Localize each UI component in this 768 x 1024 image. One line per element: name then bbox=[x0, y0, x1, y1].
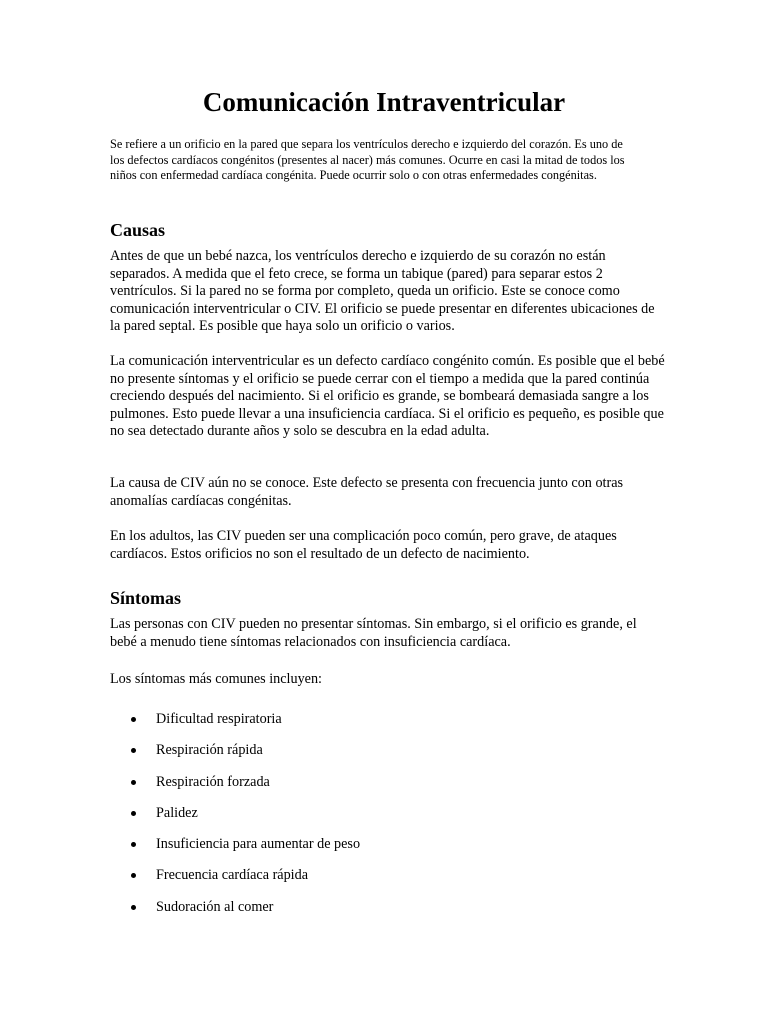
list-item-text: Frecuencia cardíaca rápida bbox=[156, 867, 309, 884]
bullet-icon bbox=[131, 811, 136, 816]
sintomas-heading: Síntomas bbox=[110, 588, 182, 608]
list-item bbox=[0, 741, 768, 772]
list-item-text: Insuficiencia para aumentar de peso bbox=[156, 836, 361, 853]
list-item-text: Palidez bbox=[156, 804, 198, 821]
list-item bbox=[0, 710, 768, 741]
page-title: Comunicación Intraventricular bbox=[202, 87, 566, 117]
bullet-icon bbox=[131, 905, 136, 910]
causas-paragraph-3: La causa de CIV aún no se conoce. Este defecto se presenta con frecuencia junto con otras anomalías cardíacas congénitas. bbox=[110, 475, 624, 509]
bullet-icon bbox=[131, 748, 136, 753]
causas-paragraph-2: La comunicación interventricular es un defecto cardíaco congénito común. Es posible que el bebé no presente síntomas y el orificio se puede cerrar con el tiempo a medida que la pared continúa creciendo después del nacimiento. Si el orificio es grande, se bombeará demasiada sangre a los pulmones. Esto puede llevar a una insuficiencia cardíaca. Si el orificio es pequeño, es posible que no sea detectado durante años y solo se descubra en la edad adulta. bbox=[110, 353, 665, 440]
list-item-text: Respiración forzada bbox=[156, 773, 270, 790]
list-item bbox=[0, 866, 768, 897]
list-item-text: Dificultad respiratoria bbox=[156, 711, 282, 727]
list-item bbox=[0, 804, 768, 835]
bullet-icon bbox=[131, 842, 136, 847]
symptom-list bbox=[0, 710, 768, 929]
list-item bbox=[0, 898, 768, 929]
list-item-text: Respiración rápida bbox=[156, 742, 263, 759]
causas-heading: Causas bbox=[110, 220, 166, 240]
causas-paragraph-1: Antes de que un bebé nazca, los ventrículos derecho e izquierdo de su corazón no están separados. A medida que el feto crece, se forma un tabique (pared) para separar estos 2 ventrículos. Si la pared no se forma por completo, queda un orificio. Este se conoce como comunicación interventricular o CIV. El orificio se puede presentar en diferentes ubicaciones de la pared septal. Es posible que haya solo un orificio o varios. bbox=[110, 248, 655, 335]
bullet-icon bbox=[131, 717, 136, 722]
list-item-text: Sudoración al comer bbox=[156, 898, 274, 915]
bullet-icon bbox=[131, 873, 136, 878]
list-item bbox=[0, 773, 768, 804]
sintomas-paragraph-2: Los síntomas más comunes incluyen: bbox=[110, 671, 322, 687]
sintomas-paragraph-1: Las personas con CIV pueden no presentar síntomas. Sin embargo, si el orificio es grande, el bebé a menudo tiene síntomas relacionados con insuficiencia cardíaca. bbox=[110, 616, 637, 650]
list-item bbox=[0, 835, 768, 866]
intro-paragraph: Se refiere a un orificio en la pared que separa los ventrículos derecho e izquierdo del corazón. Es uno de los defectos cardíacos congénitos (presentes al nacer) más comunes. Ocurre en casi la mitad de todos los niños con enfermedad cardíaca congénita. Puede ocurrir solo o con otras enfermedades congénitas. bbox=[110, 137, 625, 182]
causas-paragraph-4: En los adultos, las CIV pueden ser una complicación poco común, pero grave, de ataques cardíacos. Estos orificios no son el resultado de un defecto de nacimiento. bbox=[110, 528, 617, 562]
bullet-icon bbox=[131, 780, 136, 785]
